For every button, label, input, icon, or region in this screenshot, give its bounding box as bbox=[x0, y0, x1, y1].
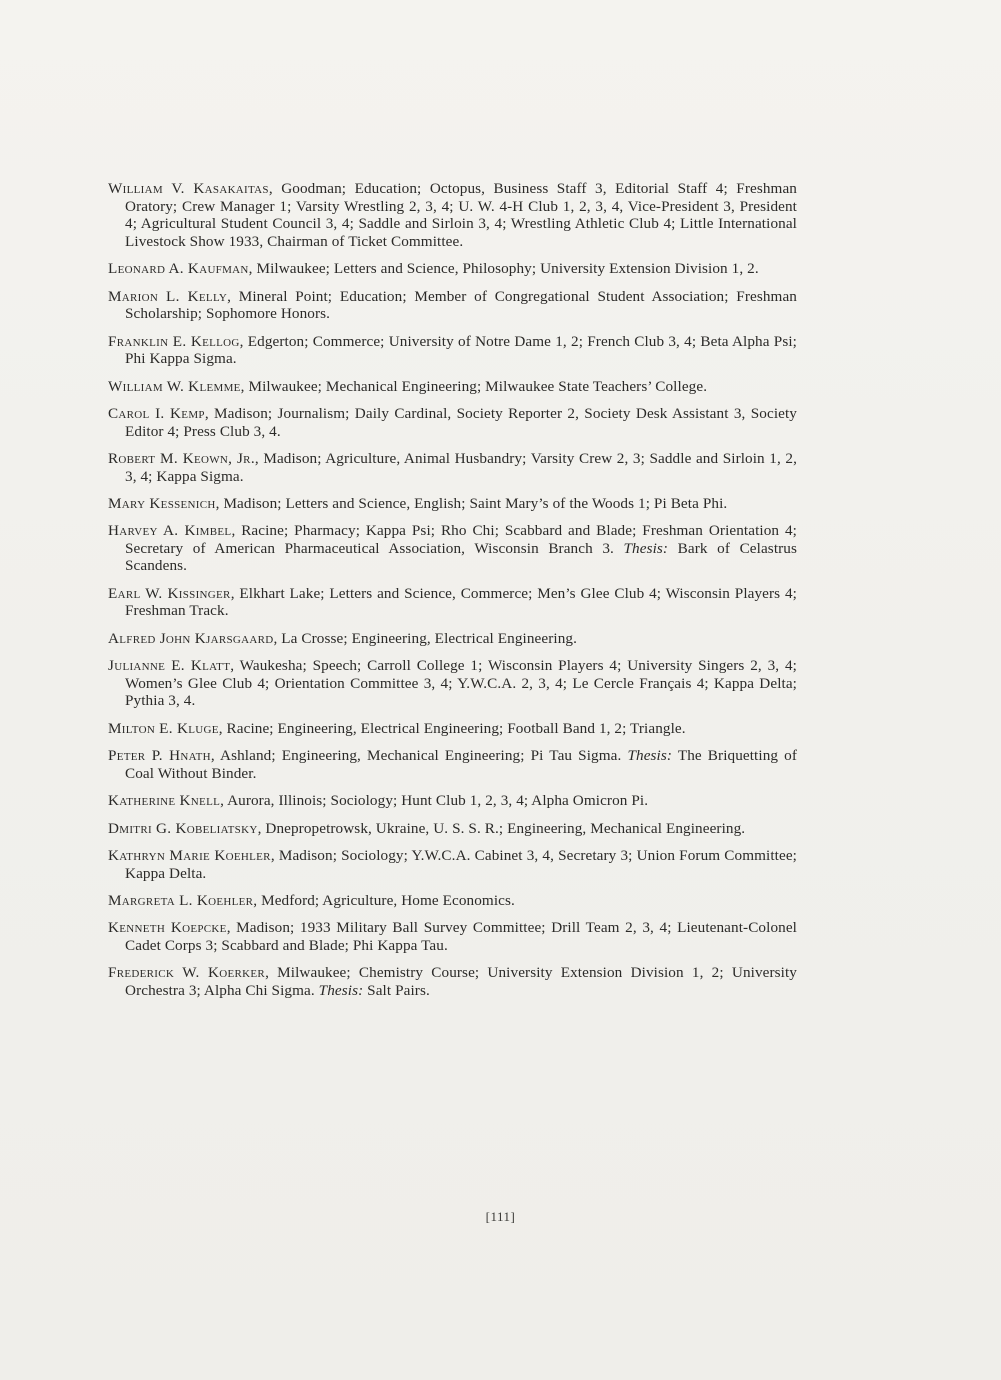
list-item bbox=[108, 892, 797, 910]
student-details: , Madison; 1933 Military Ball Survey Committee; Drill Team 2, 3, 4; Lieutenant-Colonel Cadet Corps 3; Scabbard and Blade; Phi Kappa Tau. bbox=[125, 919, 797, 954]
list-item bbox=[108, 747, 797, 782]
student-details: , Goodman; Education; Octopus, Business Staff 3, Editorial Staff 4; Freshman Oratory; Crew Manager 1; Varsity Wrestling 2, 3, 4; U. W. 4-H Club 1, 2, 3, 4, Vice-President 3, President 4; Agricultural Student Council 3, 4; Saddle and Sirloin 3, 4; Wrestling Athletic Club 4; Little International Livestock Show 1933, Chairman of Ticket Committee. bbox=[125, 180, 797, 250]
student-name: Alfred John Kjarsgaard bbox=[108, 629, 274, 647]
page-number: [111] bbox=[485, 1209, 516, 1224]
student-name: Franklin E. Kellog bbox=[108, 332, 240, 350]
list-item bbox=[108, 495, 797, 513]
entry-list bbox=[108, 180, 797, 1009]
student-name: Dmitri G. Kobeliatsky bbox=[108, 819, 258, 837]
student-name: Milton E. Kluge bbox=[108, 719, 219, 737]
list-item bbox=[108, 964, 797, 999]
student-details: , Medford; Agriculture, Home Economics. bbox=[253, 891, 515, 909]
list-item bbox=[108, 522, 797, 575]
student-name: Katherine Knell bbox=[108, 792, 221, 810]
student-name: William W. Klemme bbox=[108, 377, 241, 395]
list-item bbox=[108, 378, 797, 396]
student-name: Harvey A. Kimbel bbox=[108, 522, 232, 540]
student-name: Margreta L. Koehler bbox=[108, 891, 254, 909]
list-item bbox=[108, 919, 797, 954]
student-details: , Madison; Journalism; Daily Cardinal, Society Reporter 2, Society Desk Assistant 3, Society Editor 4; Press Club 3, 4. bbox=[125, 404, 797, 440]
student-name: Robert M. Keown, Jr. bbox=[108, 449, 255, 467]
student-details: , Aurora, Illinois; Sociology; Hunt Club 1, 2, 3, 4; Alpha Omicron Pi. bbox=[220, 792, 649, 810]
list-item bbox=[108, 630, 797, 648]
list-item bbox=[108, 333, 797, 368]
thesis-title: The Briquetting of Coal Without Binder. bbox=[125, 747, 797, 782]
thesis-label: Thesis: bbox=[623, 539, 669, 557]
thesis-label: Thesis: bbox=[318, 981, 364, 999]
student-details: , Milwaukee; Letters and Science, Philosophy; University Extension Division 1, 2. bbox=[248, 260, 759, 278]
student-details: , Racine; Pharmacy; Kappa Psi; Rho Chi; Scabbard and Blade; Freshman Orientation 4; Secretary of American Pharmaceutical Association, Wisconsin Branch 3. bbox=[125, 522, 797, 557]
student-details: , Waukesha; Speech; Carroll College 1; Wisconsin Players 4; University Singers 2, 3, 4; Women’s Glee Club 4; Orientation Committee 3, 4; Y.W.C.A. 2, 3, 4; Le Cercle Français 4; Kappa Delta; Pythia 3, 4. bbox=[125, 657, 797, 710]
student-name: Marion L. Kelly bbox=[108, 287, 228, 305]
thesis-title: Salt Pairs. bbox=[363, 981, 430, 999]
list-item bbox=[108, 450, 797, 485]
student-name: Mary Kessenich bbox=[108, 494, 216, 512]
list-item bbox=[108, 260, 797, 278]
list-item bbox=[108, 585, 797, 620]
student-details: , Madison; Agriculture, Animal Husbandry; Varsity Crew 2, 3; Saddle and Sirloin 1, 2, 3, 4; Kappa Sigma. bbox=[125, 449, 797, 485]
list-item bbox=[108, 847, 797, 882]
list-item bbox=[108, 720, 797, 738]
student-name: Kenneth Koepcke bbox=[108, 919, 227, 937]
list-item bbox=[108, 288, 797, 323]
student-name: Earl W. Kissinger bbox=[108, 584, 231, 602]
student-details: , Racine; Engineering, Electrical Engineering; Football Band 1, 2; Triangle. bbox=[218, 719, 686, 737]
student-name: Julianne E. Klatt bbox=[108, 657, 231, 675]
student-details: , Milwaukee; Mechanical Engineering; Milwaukee State Teachers’ College. bbox=[240, 377, 708, 395]
list-item bbox=[108, 820, 797, 838]
student-details: , Edgerton; Commerce; University of Notre Dame 1, 2; French Club 3, 4; Beta Alpha Psi; Phi Kappa Sigma. bbox=[125, 332, 797, 368]
list-item bbox=[108, 657, 797, 710]
list-item bbox=[108, 180, 797, 250]
thesis-label: Thesis: bbox=[627, 747, 673, 765]
student-details: , La Crosse; Engineering, Electrical Engineering. bbox=[273, 629, 577, 647]
student-name: Leonard A. Kaufman bbox=[108, 260, 249, 278]
student-details: , Madison; Letters and Science, English; Saint Mary’s of the Woods 1; Pi Beta Phi. bbox=[215, 494, 728, 512]
list-item bbox=[108, 405, 797, 440]
student-name: Kathryn Marie Koehler bbox=[108, 846, 271, 864]
student-details: , Elkhart Lake; Letters and Science, Commerce; Men’s Glee Club 4; Wisconsin Players 4; Freshman Track. bbox=[125, 584, 797, 620]
student-name: Carol I. Kemp bbox=[108, 404, 205, 422]
student-details: , Mineral Point; Education; Member of Congregational Student Association; Freshman Scholarship; Sophomore Honors. bbox=[125, 287, 797, 323]
thesis-title: Bark of Celastrus Scandens. bbox=[125, 539, 797, 575]
student-details: , Ashland; Engineering, Mechanical Engineering; Pi Tau Sigma. bbox=[210, 747, 628, 765]
student-name: Frederick W. Koerker bbox=[108, 964, 266, 982]
student-name: Peter P. Hnath bbox=[108, 747, 211, 765]
list-item bbox=[108, 792, 797, 810]
student-details: , Madison; Sociology; Y.W.C.A. Cabinet 3, 4, Secretary 3; Union Forum Committee; Kappa Delta. bbox=[125, 846, 797, 882]
student-details: , Milwaukee; Chemistry Course; University Extension Division 1, 2; University Orchestra 3; Alpha Chi Sigma. bbox=[125, 964, 797, 999]
student-details: , Dnepropetrowsk, Ukraine, U. S. S. R.; Engineering, Mechanical Engineering. bbox=[257, 819, 746, 837]
student-name: William V. Kasakaitas bbox=[108, 180, 269, 197]
